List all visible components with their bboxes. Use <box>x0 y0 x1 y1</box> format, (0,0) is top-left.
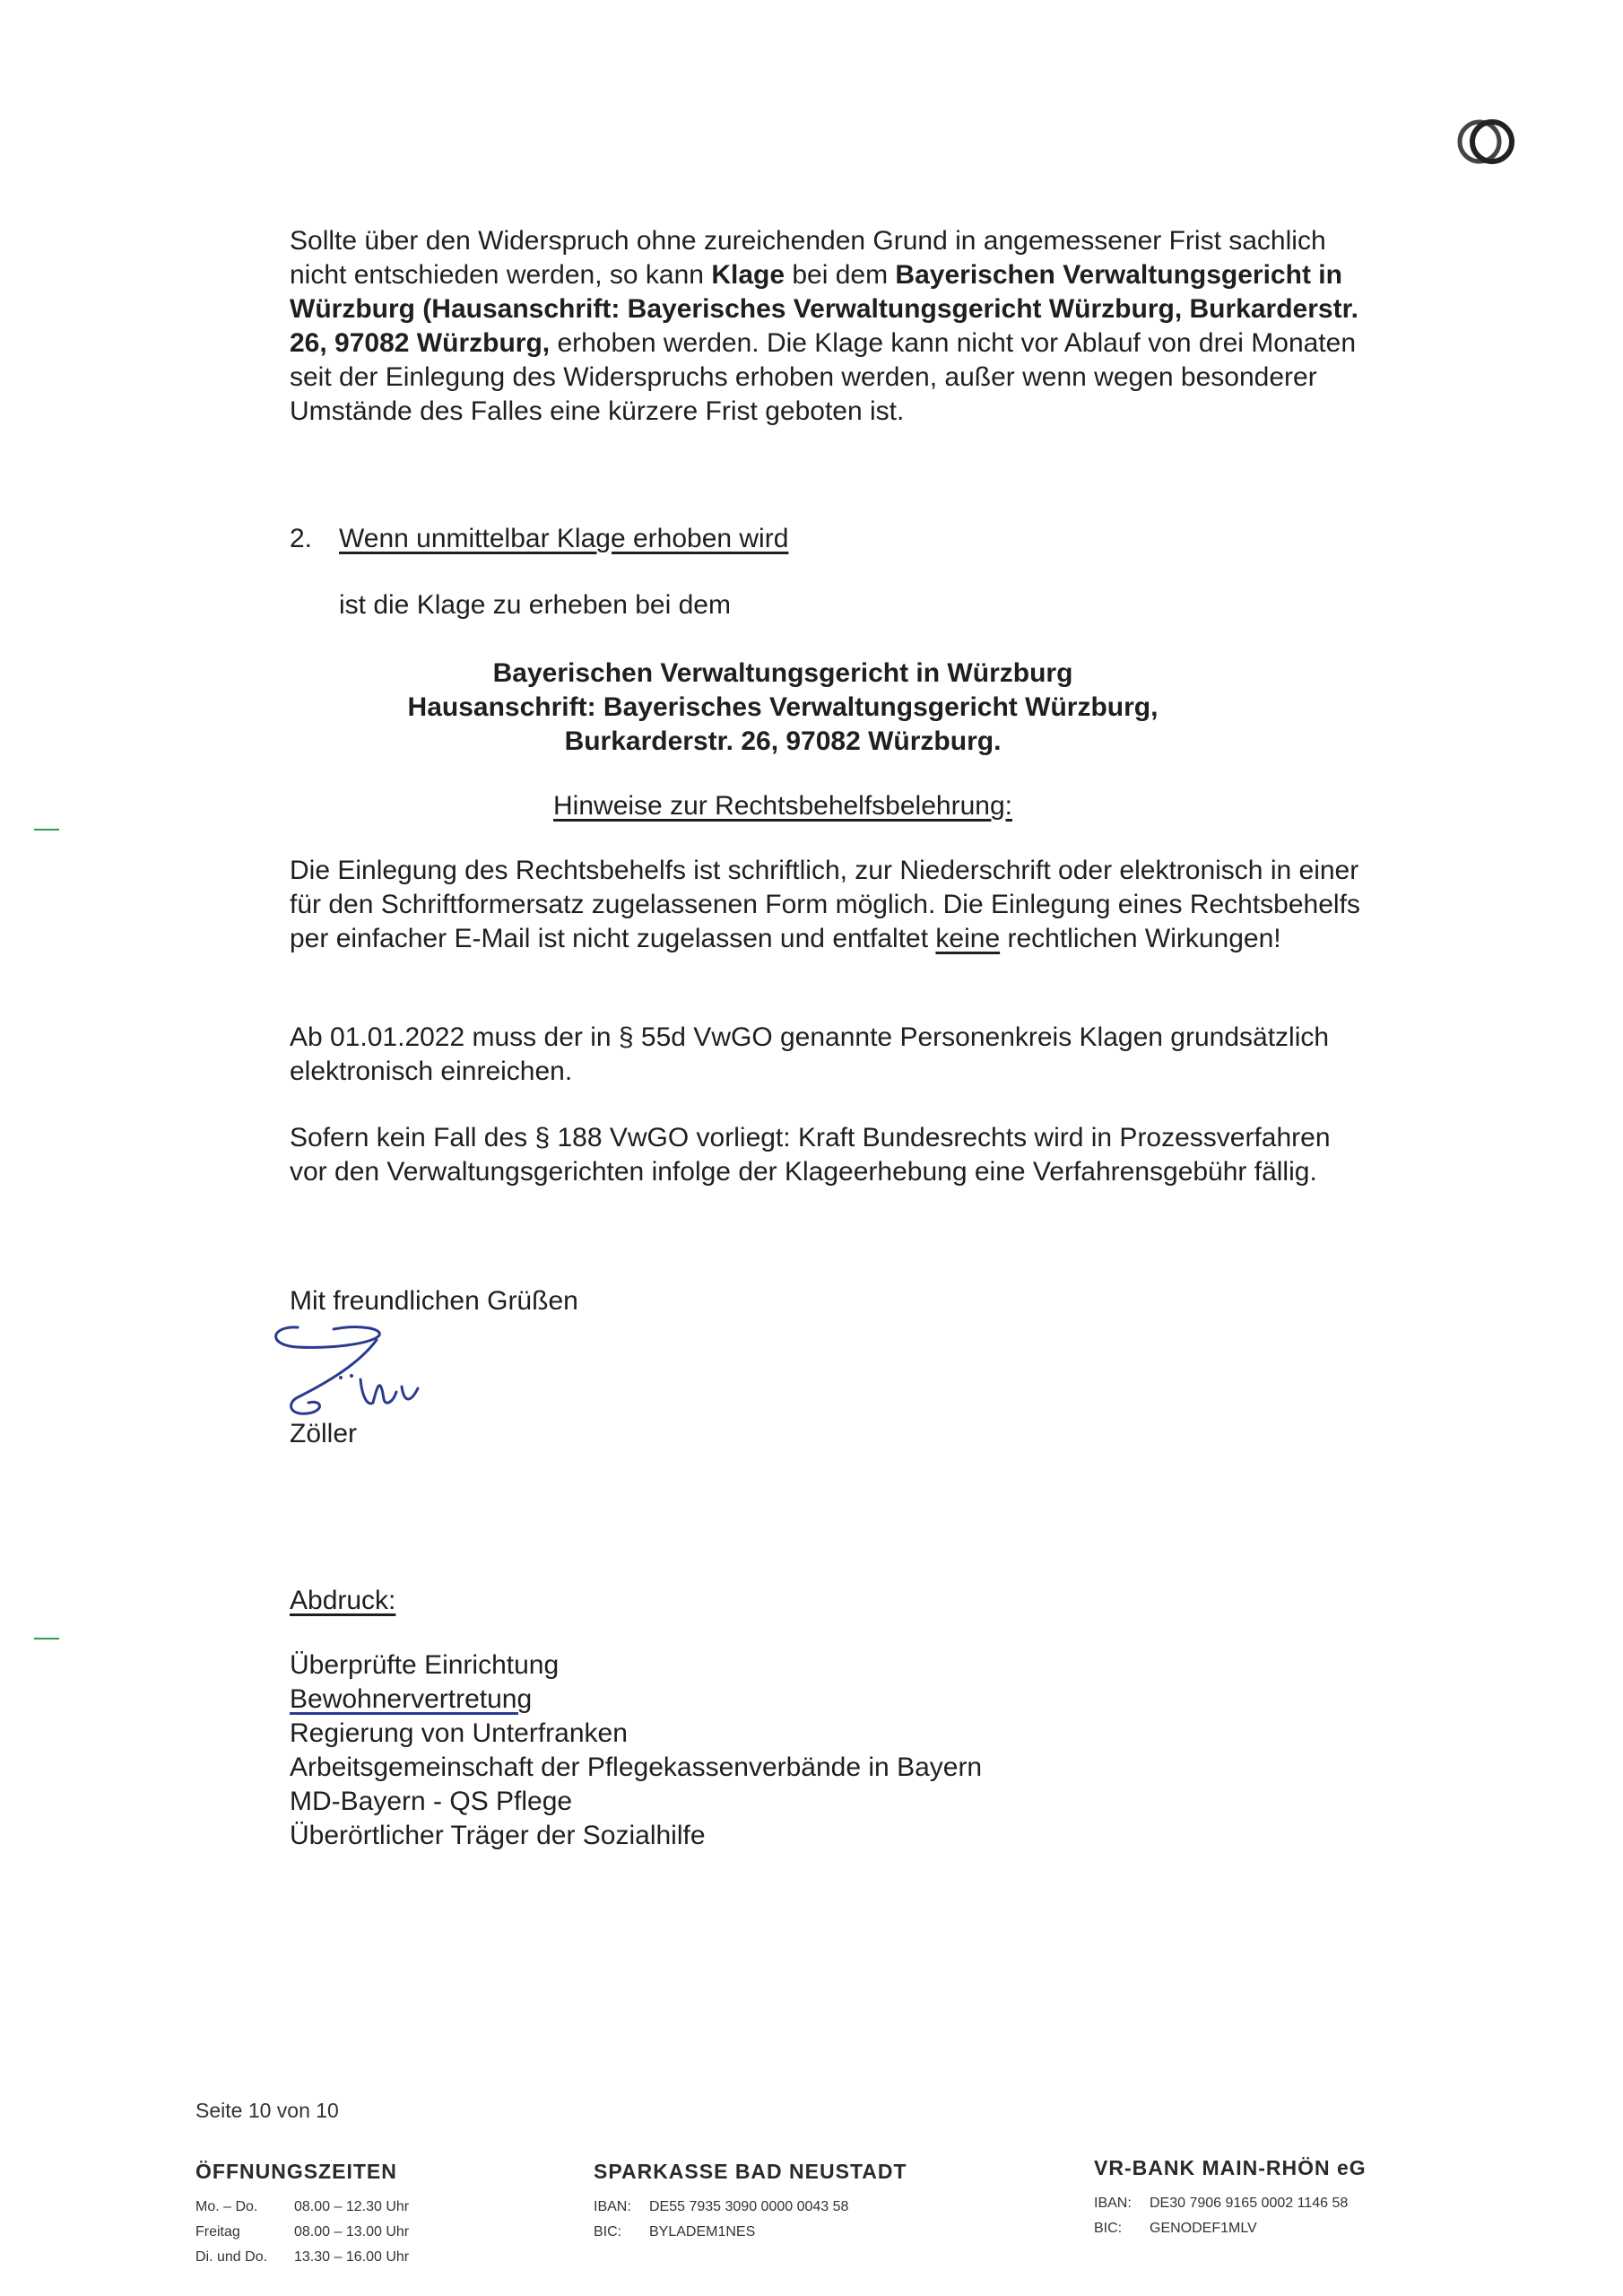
appeal-text: Sollte über den Widerspruch ohne zureichenden Grund in angemessener Frist sachlich nicht entschieden werden, so kann <box>290 226 1326 290</box>
hours-row <box>195 2195 409 2220</box>
bic-value: GENODEF1MLV <box>1150 2221 1257 2236</box>
bic-label: BIC: <box>1094 2221 1123 2236</box>
greeting: Mit freundlichen Grüßen <box>290 1286 578 1316</box>
hours-days: Mo. – Do. <box>195 2199 258 2214</box>
margin-mark <box>34 1638 59 1639</box>
hints-paragraph: Sofern kein Fall des § 188 VwGO vorliegt: Kraft Bundesrechts wird in Prozessverfahren vor den Verwaltungsgerichten infolge der Klageerhebung eine Verfahrensgebühr fällig. <box>290 1123 1331 1187</box>
bank-heading: SPARKASSE BAD NEUSTADT <box>594 2160 907 2183</box>
iban-value: DE55 7935 3090 0000 0043 58 <box>649 2199 849 2214</box>
hints-paragraph <box>290 854 1366 956</box>
page-number: Seite 10 von 10 <box>195 2099 339 2122</box>
list-item: Überprüfte Einrichtung <box>290 1650 560 1680</box>
list-item: MD-Bayern - QS Pflege <box>290 1787 573 1816</box>
list-item: Bewohnervertretung <box>290 1684 533 1714</box>
hours-time: 08.00 – 12.30 Uhr <box>294 2199 410 2214</box>
hours-time: 13.30 – 16.00 Uhr <box>294 2249 410 2265</box>
footer-bank-sparkasse <box>594 2160 907 2245</box>
footer-bank-vrbank <box>1094 2156 1367 2241</box>
bic-label: BIC: <box>594 2224 622 2239</box>
hints-underlined: keine <box>935 924 1001 953</box>
hours-time: 08.00 – 13.00 Uhr <box>294 2224 410 2239</box>
hints-text: rechtlichen Wirkungen! <box>1000 924 1281 953</box>
hours-days: Di. und Do. <box>195 2249 268 2265</box>
iban-value: DE30 7906 9165 0002 1146 58 <box>1150 2196 1349 2211</box>
list-item: Überörtlicher Träger der Sozialhilfe <box>290 1821 706 1850</box>
hours-row <box>195 2245 409 2270</box>
list-item: Arbeitsgemeinschaft der Pflegekassenverbände in Bayern <box>290 1752 983 1782</box>
item-intro: ist die Klage zu erheben bei dem <box>339 590 731 620</box>
iban-label: IBAN: <box>594 2199 631 2214</box>
hours-days: Freitag <box>195 2224 240 2239</box>
court-address-line: Hausanschrift: Bayerisches Verwaltungsgericht Würzburg, <box>407 692 1159 722</box>
copies-heading: Abdruck: <box>290 1586 396 1615</box>
margin-mark <box>34 829 59 831</box>
appeal-text: erhoben werden. Die Klage kann nicht vor Ablauf von drei Monaten seit der Einlegung des Widerspruchs erhoben werden, außer wenn wegen besonderer Umstände des Falles eine kürzere Frist geboten ist. <box>290 328 1357 426</box>
list-item: Regierung von Unterfranken <box>290 1718 628 1748</box>
appeal-bold-klage: Klage <box>711 260 785 290</box>
appeal-text: bei dem <box>785 260 896 290</box>
appeal-bold-court: Bayerischen Verwaltungsgericht in Würzburg (Hausanschrift: Bayerisches Verwaltungsgericht Würzburg, Burkarderstr. 26, 97082 Würzburg, <box>290 260 1358 358</box>
hints-paragraph: Ab 01.01.2022 muss der in § 55d VwGO genannte Personenkreis Klagen grundsätzlich elektronisch einreichen. <box>290 1022 1330 1086</box>
bic-value: BYLADEM1NES <box>649 2224 756 2239</box>
court-address-line: Burkarderstr. 26, 97082 Würzburg. <box>564 726 1002 756</box>
item-number: 2. <box>290 524 313 553</box>
hints-text: Die Einlegung des Rechtsbehelfs ist schriftlich, zur Niederschrift oder elektronisch in einer für den Schriftformersatz zugelassenen Form möglich. Die Einlegung eines Rechtsbehelfs per einfacher E-Mail ist nicht zugelassen und entfaltet <box>290 856 1360 953</box>
hours-heading: ÖFFNUNGSZEITEN <box>195 2160 397 2183</box>
copies-list <box>290 1648 982 1853</box>
court-name: Bayerischen Verwaltungsgericht in Würzburg <box>492 658 1073 688</box>
interlocking-rings-icon <box>1453 106 1524 178</box>
iban-label: IBAN: <box>1094 2196 1132 2211</box>
hints-heading: Hinweise zur Rechtsbehelfsbelehrung: <box>553 791 1012 821</box>
hours-row <box>195 2220 409 2245</box>
footer-hours <box>195 2160 409 2270</box>
bank-heading: VR-BANK MAIN-RHÖN eG <box>1094 2156 1367 2179</box>
item-heading: Wenn unmittelbar Klage erhoben wird <box>339 524 789 553</box>
signer-name: Zöller <box>290 1419 358 1448</box>
appeal-paragraph <box>290 224 1366 429</box>
